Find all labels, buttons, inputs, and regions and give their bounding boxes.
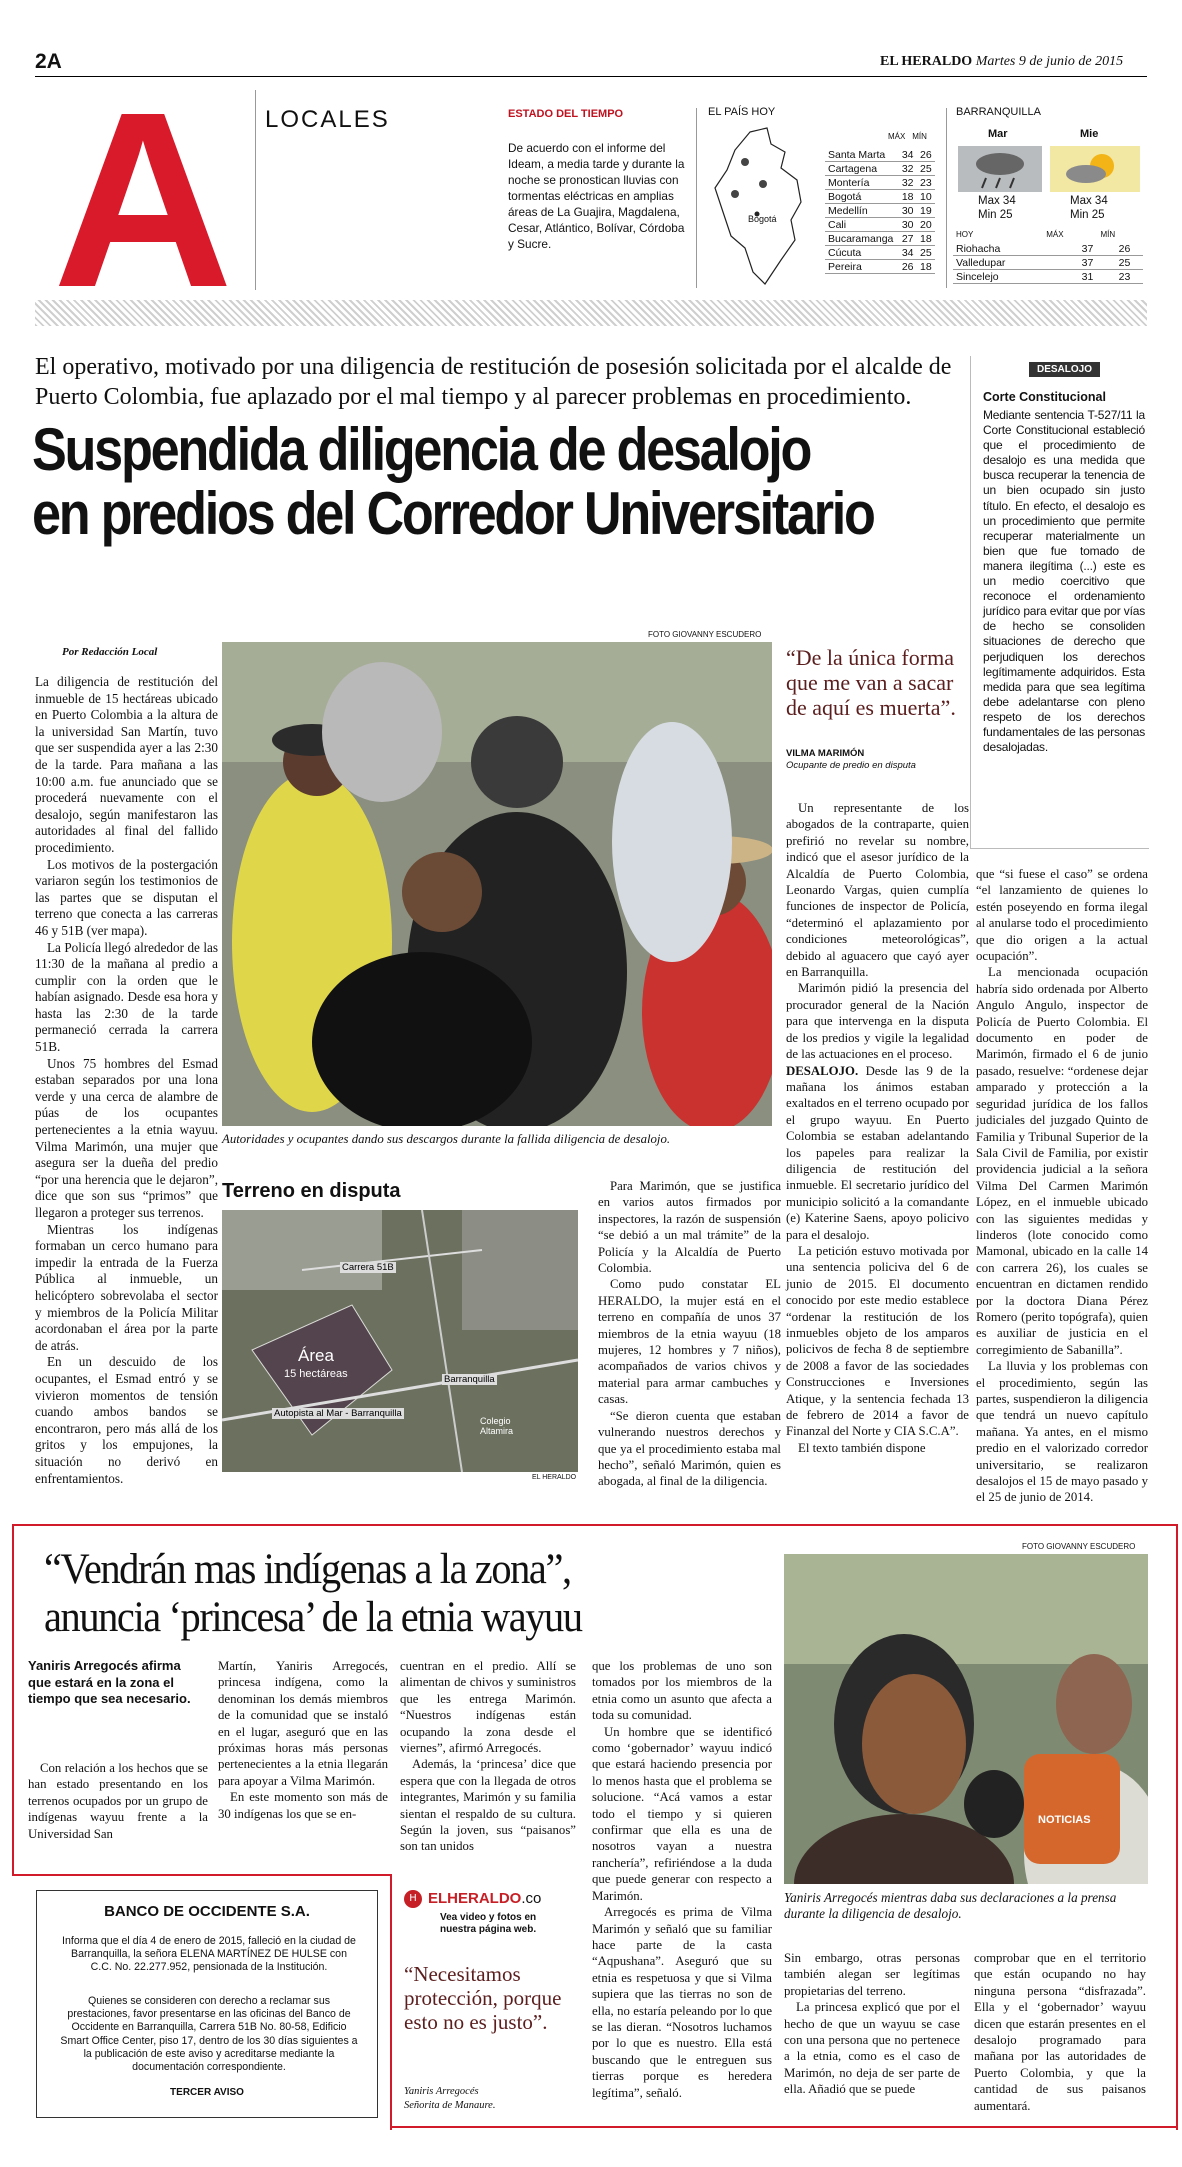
ad-paragraph-1: Informa que el día 4 de enero de 2015, falleció en la ciudad de Barranquilla, la señora ELENA MARTÍNEZ DE HULSE con C.C. No. 22.277.952, pensionada de la Institución. <box>62 1935 356 1974</box>
day2-max: Max 34 <box>1070 195 1108 207</box>
map-street-1: Carrera 51B <box>342 1262 394 1273</box>
weather-max: 18 <box>899 190 917 204</box>
map-street-2: Autopista al Mar - Barranquilla <box>274 1408 402 1419</box>
weather-min: 25 <box>917 246 935 260</box>
mic-flag-label: NOTICIAS <box>1038 1814 1091 1826</box>
web-logo-tld: .co <box>521 1890 542 1907</box>
paragraph: Además, la ‘princesa’ dice que espera que con la llegada de otros integrantes, Marimón y su familia sientan el respaldo de su cultura. Según la joven, sus “paisanos” son tan unidos <box>400 1757 576 1854</box>
second-col6-text: comprobar que en el territorio que están ocupando no hay ninguna persona “disfrazada”. Ella y el ‘gobernador’ wayuu dicen que estarán presentes en el desalojo programado para mañana por las autoridades de Puerto Colombia, y que la cantidad de sus paisanos aumentará. <box>974 1951 1146 2113</box>
second-photo-caption: Yaniris Arregocés mientras daba sus declaraciones a la prensa durante la diligencia de desalojo. <box>784 1890 1117 1921</box>
weather-row <box>825 260 935 274</box>
paragraph: El texto también dispone <box>798 1440 926 1455</box>
weather-name: Cúcuta <box>825 246 899 260</box>
paragraph: Martín, Yaniris Arregocés, princesa indígena, como la denominan los demás miembros de la comunidad que se instaló en el lugar, aseguró que en las próximas horas más personas pertenecientes a la etnia llegarán para apoyar a Vilma Marimón. <box>218 1659 388 1788</box>
second-col1-text: Con relación a los hechos que se han estado presentando en los terrenos ocupados por un grupo de indígenas wayuu frente a la Universidad San <box>28 1761 208 1841</box>
weather-min: 23 <box>917 176 935 190</box>
web-promo-text[interactable]: Vea video y fotos en nuestra página web. <box>440 1912 537 1935</box>
paragraph: En este momento son más de 30 indígenas los que se en- <box>218 1790 388 1821</box>
weather-name: Medellín <box>825 204 899 218</box>
weather-divider-1 <box>696 108 697 288</box>
second-headline-line-1: “Vendrán mas indígenas a la zona”, <box>44 1546 571 1593</box>
day2-min: Min 25 <box>1070 209 1105 221</box>
weather-name: Bogotá <box>825 190 899 204</box>
web-promo <box>404 1888 580 1948</box>
second-photo-credit: FOTO GIOVANNY ESCUDERO <box>1022 1542 1136 1551</box>
weather-name: Pereira <box>825 260 899 274</box>
rain-cloud-icon <box>958 146 1042 192</box>
weather-row <box>953 242 1143 256</box>
map-area-size: 15 hectáreas <box>284 1368 348 1380</box>
second-quote-name: Yaniris Arregocés <box>404 2086 479 2097</box>
weather-max: 37 <box>1069 256 1106 270</box>
weather-name: Santa Marta <box>825 148 899 162</box>
weather-max: 30 <box>899 218 917 232</box>
weather-text: De acuerdo con el informe del Ideam, a media tarde y durante la noche se pronostican lluvias con tormentas eléctricas en amplias áreas de La Guajira, Magdalena, Cesar, Atlántico, Bolívar, Córdoba y Sucre. <box>508 141 685 251</box>
weather-row <box>825 246 935 260</box>
article-column-3 <box>786 800 969 1456</box>
city-weather-table <box>825 148 935 274</box>
pull-quote: “De la única forma que me van a sacar de aquí es muerta”. <box>786 645 956 720</box>
weather-max: 30 <box>899 204 917 218</box>
headline-line-1: Suspendida diligencia de desalojo <box>32 416 811 483</box>
day2-label: Mie <box>1080 128 1099 140</box>
weather-row <box>825 218 935 232</box>
weather-divider-2 <box>946 108 947 288</box>
weather-name: Bucaramanga <box>825 232 899 246</box>
photo-caption: Autoridades y ocupantes dando sus descargos durante la fallida diligencia de desalojo. <box>222 1132 671 1146</box>
city-table-header <box>888 132 927 141</box>
today-max-label: MÁX <box>1046 230 1064 239</box>
paragraph: La lluvia y los problemas con el procedimiento, según las partes, suspendieron la diligencia que tendrá un nuevo capítulo mañana. Ya antes, en el mismo predio en el valorizado corredor universitario, se realizaron desalojos el 15 de mayo pasado y el 25 de junio de 2014. <box>976 1359 1148 1505</box>
country-map-label: EL PAÍS HOY <box>708 106 776 118</box>
dispute-map <box>222 1210 578 1472</box>
weather-title: ESTADO DEL TIEMPO <box>508 108 624 120</box>
paragraph: Un hombre que se identificó como ‘gobernador’ wayuu indicó que estará haciendo presencia por lo menos hasta que el problema se solucione. “Acá vamos a estar todo el tiempo y si quieren confirmar que ella es una de nosotros vayan a nuestra ranchería”, refiriéndose a la duda que puede generar con respecto a Marimón. <box>592 1724 772 1903</box>
sidebar-text: Mediante sentencia T-527/11 la Corte Constitucional estableció que el procedimiento de desalojo es una medida que busca recuperar la tenencia de un bien ocupado sin justo título. En efecto, el desalojo es un procedimiento que permite recuperar materialmente un bien que fue tomado de manera ilegítima (...) este es un medio coercitivo que reconoce el ordenamiento jurídico para evitar que por vías de hecho se consoliden situaciones de derecho que perjudiquen los derechos legítimamente adquiridos. Esta medida para que sea legítima debe adelantarse con pleno respeto de los derechos fundamentales de las personas desalojadas. <box>983 408 1145 755</box>
paragraph: “Se dieron cuenta que estaban vulnerando nuestros derechos y que ya el procedimiento estaba mal hecho”, señaló Marimón, quien es abogada, al final de la diligencia. <box>598 1408 781 1489</box>
masthead-rule <box>35 76 1147 77</box>
weather-min: 25 <box>1106 256 1143 270</box>
sidebar-tag: DESALOJO <box>1029 362 1100 377</box>
paragraph: Un representante de los abogados de la contraparte, quien prefirió no revelar su nombre, indicó que el asesor jurídico de la Alcaldía de Puerto Colombia, Leonardo Vargas, quien cumplía funciones de inspector de Policía, “determinó el aplazamiento por condiciones meteorológicas”, debido al aguacero que cayó ayer en Barranquilla. <box>786 801 969 980</box>
weather-min: 26 <box>917 148 935 162</box>
section-letter: A <box>52 84 234 294</box>
second-headline-line-2: anuncia ‘princesa’ de la etnia wayuu <box>44 1594 582 1641</box>
weather-name: Valledupar <box>953 256 1069 270</box>
day1-label: Mar <box>988 128 1008 140</box>
quote-name: VILMA MARIMÓN <box>786 748 865 759</box>
section-divider <box>255 90 256 290</box>
ad-title: BANCO DE OCCIDENTE S.A. <box>104 1903 310 1920</box>
weather-row <box>953 270 1143 284</box>
weather-row <box>825 162 935 176</box>
weather-min: 26 <box>1106 242 1143 256</box>
quote-role: Ocupante de predio en disputa <box>786 760 916 771</box>
article-column-2-bottom <box>598 1178 781 1490</box>
paper-name: EL HERALDO <box>880 54 973 69</box>
red-highlight-inner-left <box>390 1874 392 2130</box>
second-column-1 <box>28 1760 208 1842</box>
weather-row <box>825 204 935 218</box>
weather-min: 18 <box>917 232 935 246</box>
paragraph: Como pudo constatar EL HERALDO, la mujer está en el terreno en compañía de unos 37 miembros de la etnia wayuu (18 mujeres, 12 hombres y 7 niños), acompañados de varios chivos y material para armar cambuches y casas. <box>598 1277 781 1407</box>
weather-max: 26 <box>899 260 917 274</box>
paragraph: que los problemas de uno son tomados por los miembros de la etnia como un asunto que afecta a toda su comunidad. <box>592 1659 772 1723</box>
map-street-3: Barranquilla <box>444 1374 495 1385</box>
paragraph: que “si fuese el caso” se ordena “el lanzamiento de quienes lo estén poseyendo en forma ilegal al anularse todo el procedimiento que dio origen a la actual ocupación”. <box>976 867 1148 964</box>
death-notice-ad <box>36 1890 378 2118</box>
paragraph: Unos 75 hombres del Esmad estaban separados por una lona verde y una cerca de alambre de púas de los ocupantes pertenecientes a la etnia wayuu. Vilma Marimón, una mujer que asegura ser la dueña del predio “por una herencia que le dejaron”, dice que son sus “primos” que llegaron a proteger sus terrenos. <box>35 1055 218 1220</box>
weather-name: Riohacha <box>953 242 1069 256</box>
weather-panel <box>500 102 1150 292</box>
section-title: LOCALES <box>265 106 390 133</box>
col-min-label: MÍN <box>912 132 927 141</box>
paragraph: En un descuido de los ocupantes, el Esmad entró y se vivieron momentos de tensión cuando ambos bandos se encontraron, pero más allá de los gritos y los empujones, la situación no derivó en enfrentamientos. <box>35 1354 218 1486</box>
second-photo <box>784 1554 1148 1884</box>
desalojo-subhead: DESALOJO. <box>786 1063 859 1078</box>
paragraph: La mencionada ocupación habría sido ordenada por Alberto Angulo Angulo, inspector de Policía de Puerto Colombia. El documento en poder de Marimón, firmado el 6 de junio pasado, resuelve: “ordenese dejar amparado y protección a la seguridad jurídica de los fallos judiciales del juzgado Quinto de Familia y Tribunal Superior de la Sala Civil de Familia, por existir providencia judicial a la señora Vilma Del Carmen Marimón López, en el inmueble ubicado con las siguientes medidas y linderos (lote conocido como Mamonal, ubicado en la calle 14 con carrera 26), los cuales se encuentran en dictamen rendido por la doctora Diana Pérez Romero (perito topógrafa), quien es auxiliar de justicia en el corregimiento de Sabanilla”. <box>976 965 1148 1357</box>
day1-max: Max 34 <box>978 195 1016 207</box>
photo-credit: FOTO GIOVANNY ESCUDERO <box>648 630 762 639</box>
weather-min: 10 <box>917 190 935 204</box>
section-hatch-band <box>35 300 1147 326</box>
ad-footer: TERCER AVISO <box>170 2087 244 2098</box>
article-column-4 <box>976 866 1148 1506</box>
article-kicker: El operativo, motivado por una diligencia de restitución de posesión solicitada por el alcalde de Puerto Colombia, fue aplazado por el mal tiempo y al parecer problemas en procedimiento. <box>35 354 952 410</box>
col-max-label: MÁX <box>888 132 906 141</box>
paragraph: Mientras los indígenas formaban un cerco humano para impedir la entrada de la Fuerza Pública al inmueble, un helicóptero sobrevolaba el sector y miembros de la Policía Militar acordonaban el área por la parte de atrás. <box>35 1221 218 1353</box>
desalojo-text: Desde las 9 de la mañana los ánimos estaban exaltados en el terreno ocupado por el grupo wayuu. En Puerto Colombia se estaban adelantando los papeles para realizar la diligencia de restitución del inmueble. El secretario jurídico del municipio solicitó a la comandante (e) Katerine Saens, apoyo policivo para el desalojo. <box>786 1063 969 1242</box>
weather-max: 37 <box>1069 242 1106 256</box>
second-column-6 <box>974 1950 1146 2114</box>
weather-max: 34 <box>899 148 917 162</box>
weather-name: Montería <box>825 176 899 190</box>
paragraph: Para Marimón, que se justifica en varios autos firmados por inspectores, la razón de suspensión “se debió a un mal trámite” de la Policía y la Alcaldía de Puerto Colombia. <box>598 1179 781 1276</box>
second-column-5 <box>784 1950 960 2098</box>
map-city-label: Bogotá <box>748 214 777 224</box>
issue-date: Martes 9 de junio de 2015 <box>975 54 1124 69</box>
sidebar-box <box>970 356 1149 849</box>
today-label: HOY <box>956 230 974 239</box>
headline-line-2: en predios del Corredor Universitario <box>32 480 874 547</box>
page-number: 2A <box>35 50 62 73</box>
weather-min: 19 <box>917 204 935 218</box>
map-school-label: Colegio Altamira <box>480 1416 514 1436</box>
weather-name: Cartagena <box>825 162 899 176</box>
article-headline <box>32 416 874 547</box>
article-column-1 <box>35 674 218 1487</box>
weather-row <box>825 176 935 190</box>
weather-min: 18 <box>917 260 935 274</box>
second-lead: Yaniris Arregocés afirma que estará en la zona el tiempo que sea necesario. <box>28 1658 191 1707</box>
ad-paragraph-2: Quienes se consideren con derecho a reclamar sus prestaciones, favor presentarse en las oficinas del Banco de Occidente en Barranquilla, Carrera 51B No. 80-58, Edificio Smart Office Center, piso 17, dentro de los 30 días siguientes a la publicación de este aviso y acreditarse mediante la documentación correspondiente. <box>60 1995 358 2074</box>
today-header <box>956 230 1140 239</box>
day1-min: Min 25 <box>978 209 1013 221</box>
paragraph: La princesa explicó que por el hecho de que un wayuu se case con una persona que no pertenece a la etnia, como es el caso de Marimón, no deja de ser parte de ella. Añadió que se puede <box>784 2000 960 2097</box>
sun-cloud-icon <box>1050 146 1140 192</box>
weather-min: 25 <box>917 162 935 176</box>
weather-max: 32 <box>899 162 917 176</box>
second-headline <box>44 1546 740 1642</box>
second-quote-role: Señorita de Manaure. <box>404 2100 496 2111</box>
paragraph: cuentran en el predio. Allí se alimentan de chivos y suministros que les entrega Marimón. “Nuestros indígenas están ocupando la zona desde el viernes”, afirmó Arregocés. <box>400 1659 576 1756</box>
paragraph: Sin embargo, otras personas también alegan ser legítimas propietarias del terreno. <box>784 1951 960 1998</box>
weather-row <box>825 148 935 162</box>
main-photo <box>222 642 772 1126</box>
map-title: Terreno en disputa <box>222 1180 401 1202</box>
paragraph: La petición estuvo motivada por una sentencia policiva del 6 de junio de 2015. El documento conocido por este medio establece “ordenar la restitución de los inmuebles objeto de los amparos policivos de fecha 8 de septiembre de 2008 a favor de las sociedades Construcciones e Inversiones Atique, y la sentencia fechada 13 de febrero de 2014 a favor de Finanzal del Norte y CIA S.C.A”. <box>786 1243 969 1439</box>
weather-row <box>953 256 1143 270</box>
paragraph: Los motivos de la postergación variaron según los testimonios de las partes que se disputan el terreno que conecta a las carreras 46 y 51B (ver mapa). <box>35 856 218 938</box>
map-area-label: Área <box>298 1346 334 1365</box>
second-column-4 <box>592 1658 772 2101</box>
country-map <box>705 122 825 292</box>
weather-min: 20 <box>917 218 935 232</box>
web-logo <box>428 1890 541 1907</box>
paragraph: Arregocés es prima de Vilma Marimón y señaló que su familiar hace parte de la casta “Aqpushana”. Aseguró que su etnia es respetuosa y que si Vilma supiera que las tierras no son de ella, no estaría peleando por lo que se las dieran. “Nosotros luchamos por lo que es nuestro. Ella está buscando que le entreguen sus tierras porque es heredera legítima”, señaló. <box>592 1905 772 2100</box>
map-credit: EL HERALDO <box>532 1474 577 1481</box>
today-min-label: MÍN <box>1100 230 1116 239</box>
storm-icon <box>731 158 767 198</box>
weather-name: Cali <box>825 218 899 232</box>
play-icon: H <box>404 1890 422 1908</box>
weather-max: 31 <box>1069 270 1106 284</box>
baq-label: BARRANQUILLA <box>956 106 1041 118</box>
paragraph: La Policía llegó alrededor de las 11:30 de la mañana al predio a cumplir con la orden que le habían asignado. Desde esa hora y hasta las 2:30 de la tarde permaneció cerrada la carrera 51B. <box>35 939 218 1055</box>
weather-max: 32 <box>899 176 917 190</box>
red-highlight-bottom <box>390 2126 1176 2128</box>
sidebar-title: Corte Constitucional <box>983 390 1106 404</box>
weather-row <box>825 232 935 246</box>
weather-max: 27 <box>899 232 917 246</box>
second-column-3 <box>400 1658 576 1855</box>
weather-row <box>825 190 935 204</box>
masthead-date-line <box>880 54 1123 70</box>
web-logo-name: ELHERALDO <box>428 1890 522 1907</box>
byline: Por Redacción Local <box>62 646 158 658</box>
paragraph: Marimón pidió la presencia del procurador general de la Nación para que intervenga en la disputa de los predios y vigile la legalidad de las actuaciones en el proceso. <box>786 981 969 1062</box>
today-table <box>953 242 1143 284</box>
weather-name: Sincelejo <box>953 270 1069 284</box>
paragraph: La diligencia de restitución del inmueble de 15 hectáreas ubicado en Puerto Colombia a la altura de la universidad San Martín, tuvo que ser suspendida ayer a las 2:30 de la tarde. Para mañana a las 10:00 a.m. fue anunciado que se procederá nuevamente con el desalojo, según manifestaron las autoridades al final del fallido procedimiento. <box>35 674 218 855</box>
second-pull-quote: “Necesitamos protección, porque esto no es justo”. <box>404 1962 562 2034</box>
second-column-2 <box>218 1658 388 1822</box>
weather-max: 34 <box>899 246 917 260</box>
weather-min: 23 <box>1106 270 1143 284</box>
